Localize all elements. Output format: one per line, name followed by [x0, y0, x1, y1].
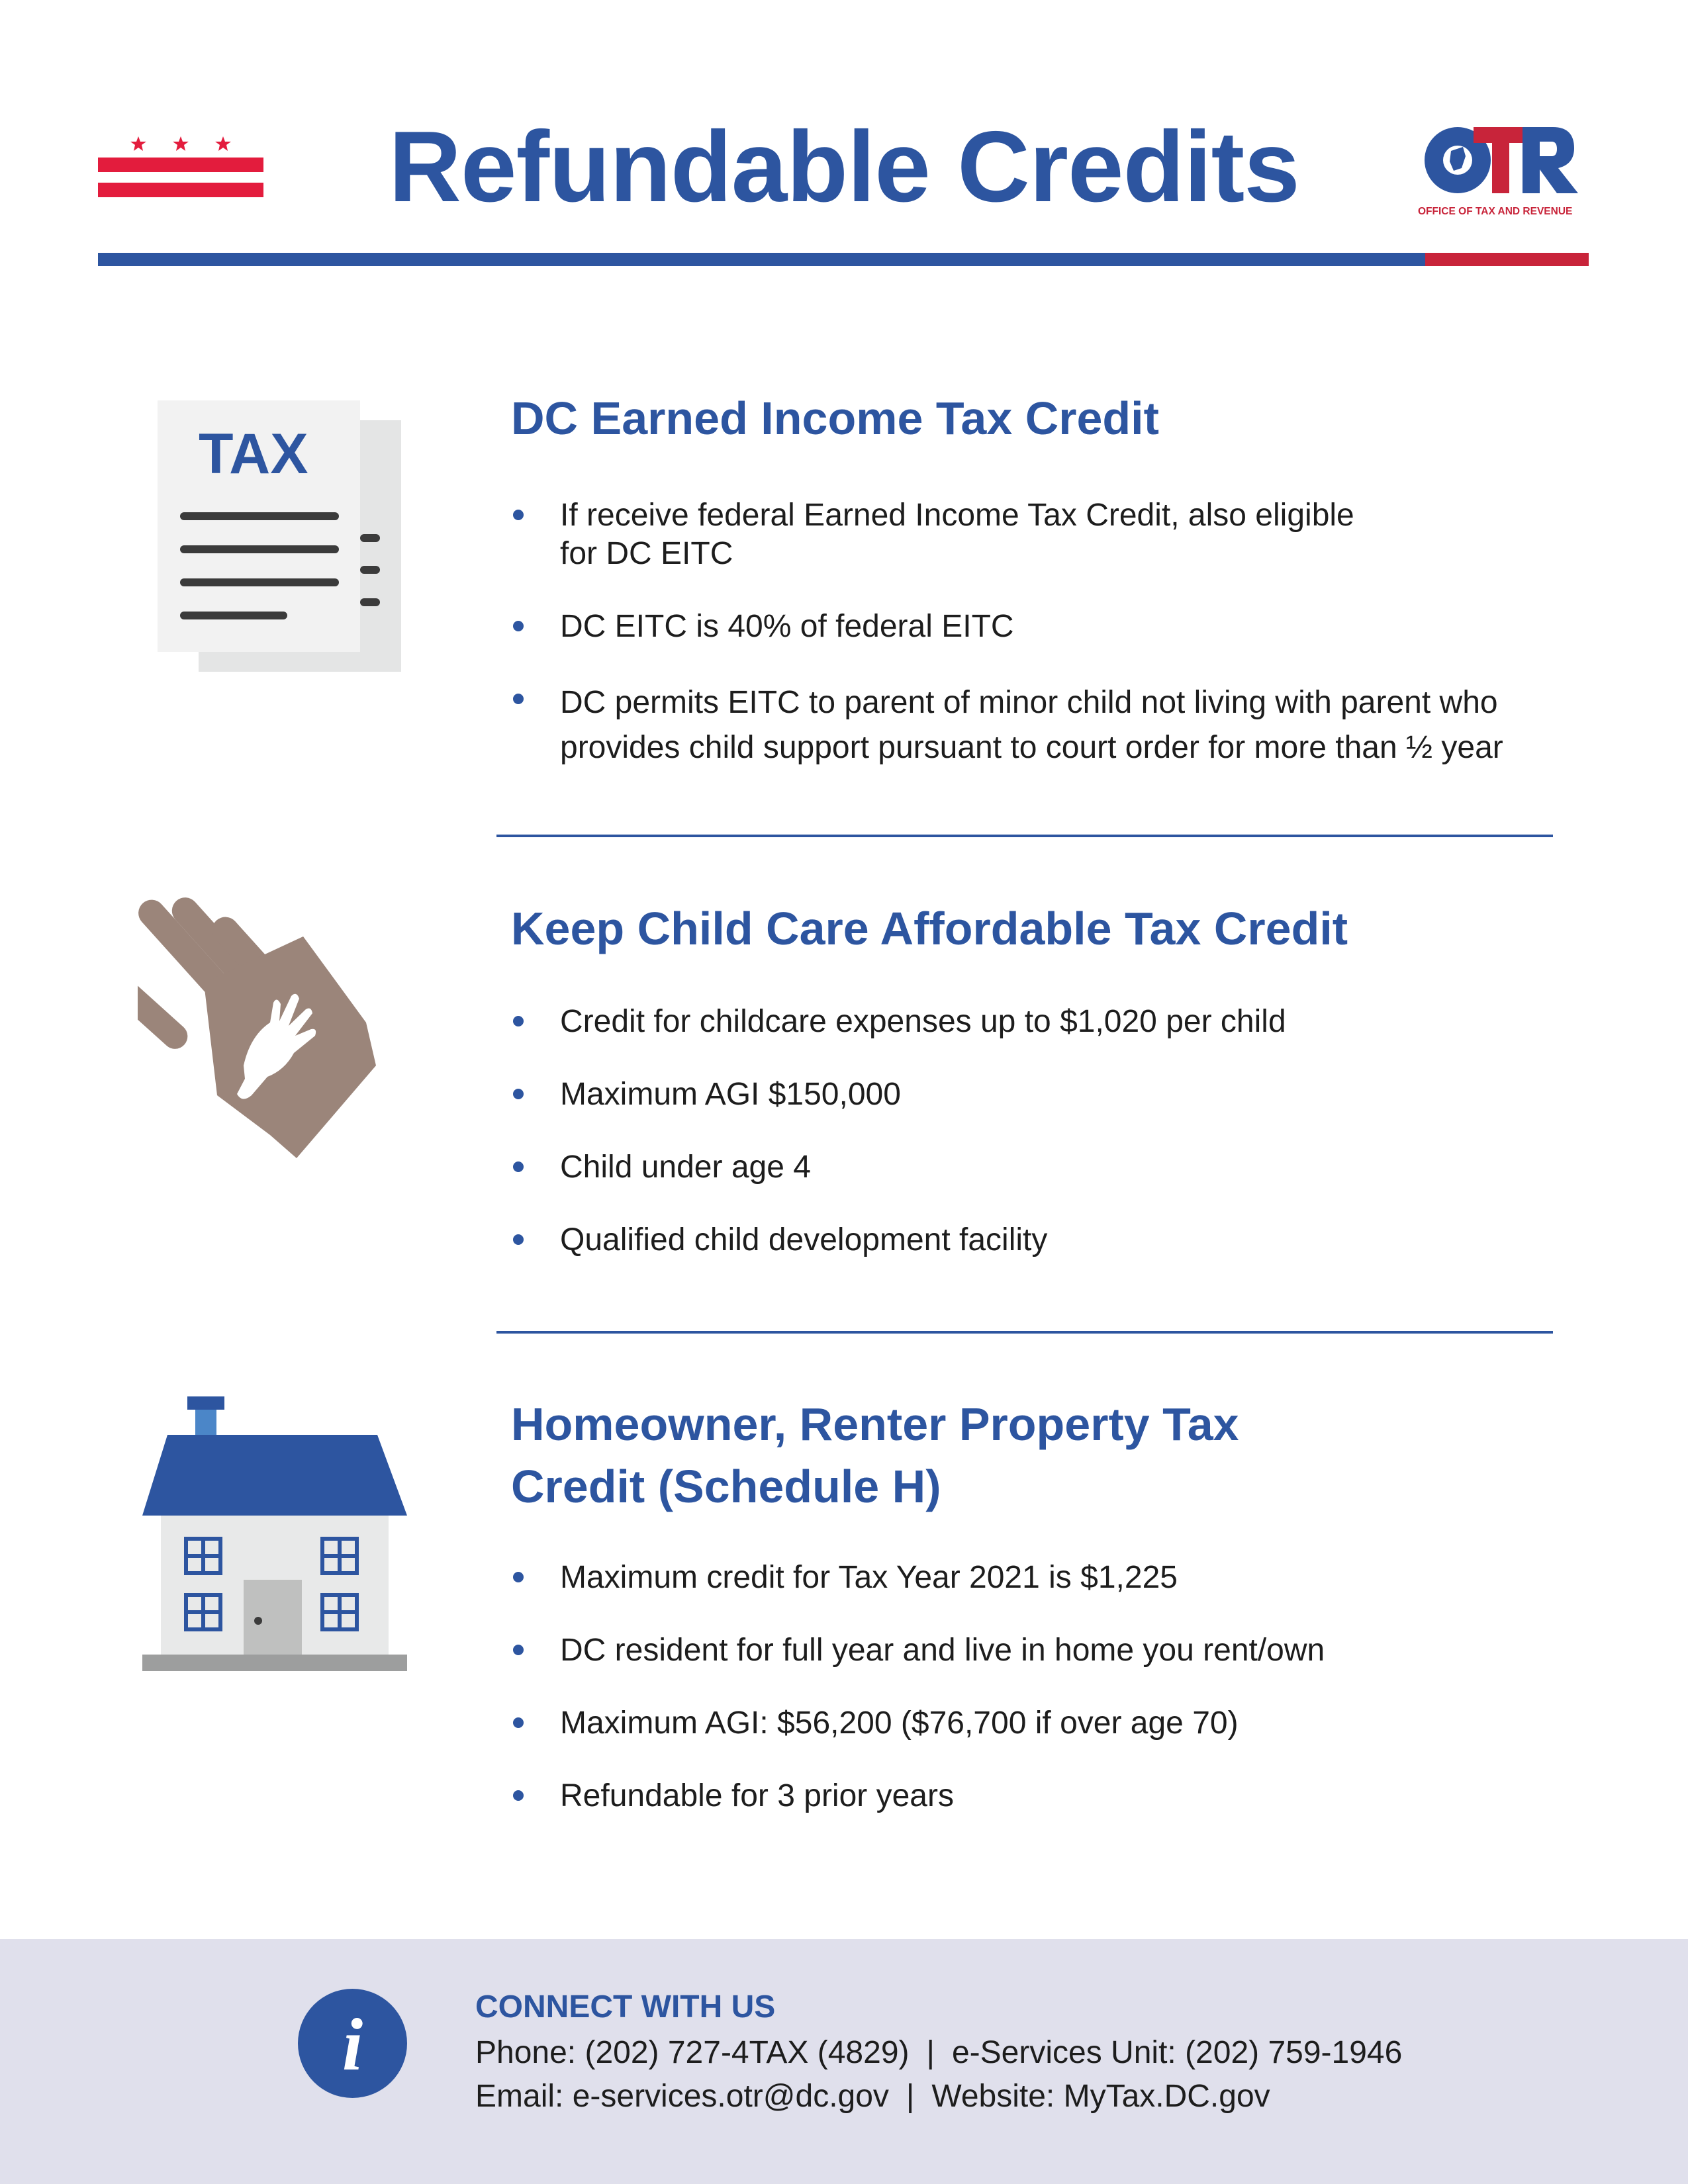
svg-text:i: i	[342, 2004, 363, 2086]
list-item: DC resident for full year and live in home you rent/own	[511, 1631, 1570, 1670]
section-title-childcare: Keep Child Care Affordable Tax Credit	[511, 903, 1348, 954]
list-item: Maximum credit for Tax Year 2021 is $1,225	[511, 1559, 1570, 1597]
bullet-list-property	[511, 1559, 1570, 1850]
list-item: Maximum AGI: $56,200 ($76,700 if over age 70)	[511, 1704, 1570, 1743]
list-item: Refundable for 3 prior years	[511, 1777, 1570, 1815]
house-icon	[142, 1396, 407, 1671]
tax-label: TAX	[199, 422, 308, 486]
list-item: Qualified child development facility	[511, 1221, 1570, 1259]
section-divider	[496, 835, 1553, 837]
otr-logo	[1417, 120, 1582, 221]
section-divider	[496, 1331, 1553, 1334]
list-item: DC EITC is 40% of federal EITC	[511, 608, 1570, 646]
section-title-property: Homeowner, Renter Property Tax Credit (Schedule H)	[511, 1398, 1239, 1512]
eservices-phone[interactable]: e-Services Unit: (202) 759-1946	[951, 2035, 1403, 2070]
contact-email-line: Email: e-services.otr@dc.gov | Website: MyTax.DC.gov	[475, 2079, 1270, 2114]
info-icon	[298, 1989, 407, 2098]
otr-logo-subtitle: OFFICE OF TAX AND REVENUE	[1418, 206, 1573, 217]
email-link[interactable]: Email: e-services.otr@dc.gov	[475, 2079, 889, 2114]
list-item: Child under age 4	[511, 1148, 1570, 1187]
list-item: If receive federal Earned Income Tax Credit, also eligible for DC EITC	[511, 496, 1387, 573]
list-item: DC permits EITC to parent of minor child not living with parent who provides child support pursuant to court order for more than ½ year	[511, 680, 1570, 770]
contact-phone-line: Phone: (202) 727-4TAX (4829) | e-Services Unit: (202) 759-1946	[475, 2035, 1403, 2070]
list-item: Maximum AGI $150,000	[511, 1075, 1570, 1114]
tax-document-icon	[158, 400, 404, 672]
website-link[interactable]: Website: MyTax.DC.gov	[931, 2079, 1270, 2114]
bullet-list-eitc	[511, 496, 1570, 805]
page-title: Refundable Credits	[389, 111, 1299, 223]
header-rule-blue	[98, 253, 1425, 266]
list-item: Credit for childcare expenses up to $1,020 per child	[511, 1003, 1570, 1041]
connect-heading: CONNECT WITH US	[475, 1989, 776, 2025]
section-title-eitc: DC Earned Income Tax Credit	[511, 392, 1159, 444]
bullet-list-childcare	[511, 1003, 1570, 1294]
header-rule-red	[1425, 253, 1589, 266]
adult-child-hands-icon	[138, 897, 384, 1161]
phone-number[interactable]: Phone: (202) 727-4TAX (4829)	[475, 2035, 910, 2070]
